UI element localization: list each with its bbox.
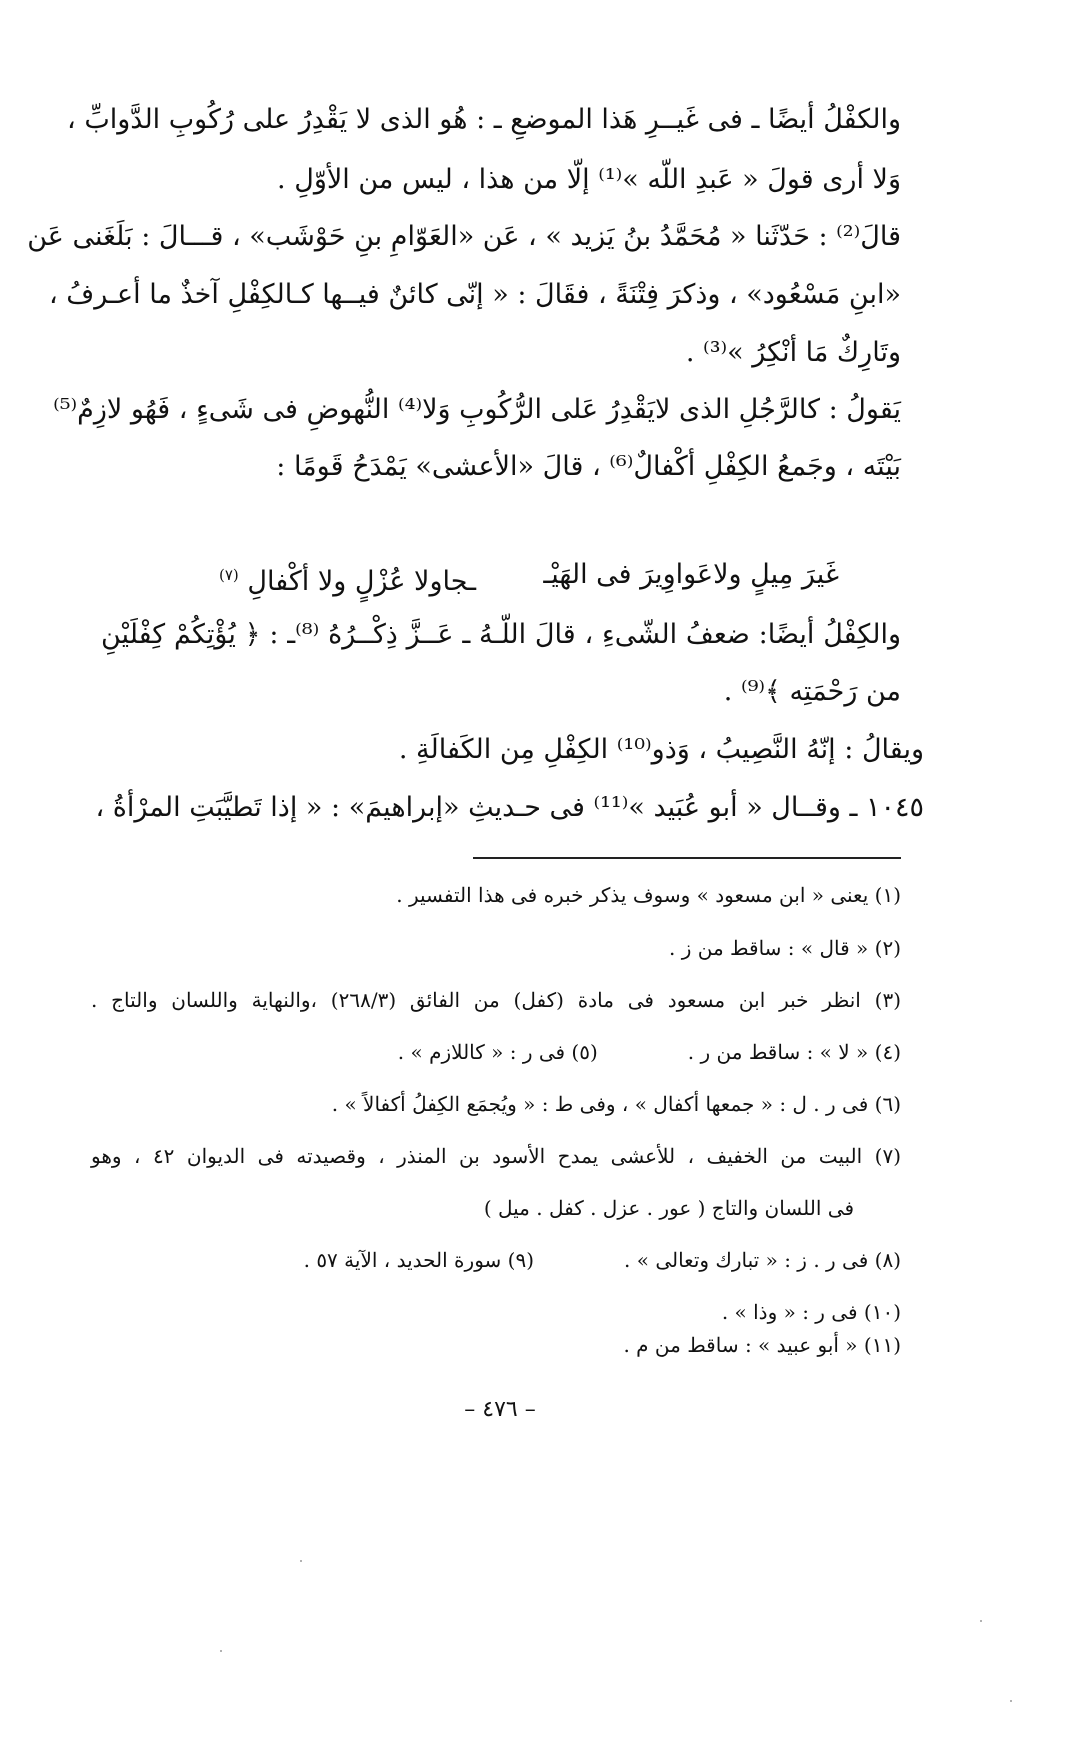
footnote-separator xyxy=(473,857,901,859)
text-line: والكِفْلُ أيضًا: ضعفُ الشّىءِ ، قالَ اللّـهُ ـ عَــزَّ ذِكْــرُهُ ⁽⁸⁾ـ : ﴿ يُؤْتِكُمْ كِفْلَيْنِ xyxy=(101,619,901,650)
scan-speck xyxy=(220,1650,222,1652)
footnote-4: (٤) « لا » : ساقط من ر . xyxy=(687,1040,901,1064)
footnote-10: (١٠) فى ر : « وذا » . xyxy=(721,1300,901,1324)
footnote-6: (٦) فى ر . ل : « جمعها أكفال » ، وفى ط : « ويُجمَع الكِفلُ أكفالاً » . xyxy=(331,1092,901,1116)
footnote-2: (٢) « قال » : ساقط من ز . xyxy=(669,936,901,960)
footnote-1: (١) يعنى « ابن مسعود » وسوف يذكر خبره فى هذا التفسير . xyxy=(396,883,901,907)
text-line: «ابنِ مَسْعُود» ، وذكرَ فِتْنَةً ، فقَالَ : « إنّى كائنٌ فيــها كـالكِفْلِ آخذٌ ما أعـرفُ ، xyxy=(48,279,901,310)
text-line: من رَحْمَتِه ﴾⁽⁹⁾ . xyxy=(723,676,901,707)
scan-speck xyxy=(300,1560,302,1562)
text-line: والكفْلُ أيضًا ـ فى غَيــرِ هَذا الموضعِ ـ : هُو الذى لا يَقْدِرُ على رُكُوبِ الدَّوابِّ ، xyxy=(67,104,901,135)
footnote-8: (٨) فى ر . ز : « تبارك وتعالى » . xyxy=(624,1248,901,1272)
text-line: ويقالُ : إنّهُ النَّصِيبُ ، وَذو⁽¹⁰⁾ الكِفْلِ مِن الكَفالَةِ . xyxy=(398,734,924,765)
footnote-7: (٧) البيت من الخفيف ، للأعشى يمدح الأسود بن المنذر ، وقصيدته فى الديوان ٤٢ ، وهو xyxy=(91,1144,902,1168)
page-number: – ٤٧٦ – xyxy=(464,1397,536,1422)
text-line: وتَارِكٌ مَا أنْكِرُ »⁽³⁾ . xyxy=(685,337,901,368)
poetry-verse xyxy=(219,555,839,602)
entry-line: ١٠٤٥ ـ وقــال « أبو عُبَيد »⁽¹¹⁾ فى حـديثِ «إبراهيمَ» : « إذا تَطيَّبَتِ المرْأةُ ، xyxy=(95,792,924,823)
text-line: بَيْتَه ، وجَمعُ الكِفْلِ أكْفالٌ⁽⁶⁾ ، قالَ «الأعشى» يَمْدَحُ قَومًا : xyxy=(276,451,901,482)
text-line: يَقولُ : كالرَّجُلِ الذى لايَقْدِرُ عَلى الرُّكُوبِ وَلا⁽⁴⁾ النُّهوضِ فى شَىءٍ ، فَهُو لازِمٌ⁽⁵⁾ xyxy=(53,394,901,425)
text-line: وَلا أرى قولَ « عَبدِ اللّه »⁽¹⁾ إلّا من هذا ، ليس من الأوّلِ . xyxy=(277,164,901,195)
verse-first-hemistich: غَيرَ مِيلٍ ولاعَواوِيرَ فى الهَيْـ xyxy=(543,559,839,590)
footnote-9: (٩) سورة الحديد ، الآية ٥٧ . xyxy=(303,1248,535,1272)
footnote-11: (١١) « أبو عبيد » : ساقط من م . xyxy=(623,1333,901,1357)
footnotes-4-5 xyxy=(398,1037,901,1067)
scan-speck xyxy=(1010,1700,1012,1702)
footnote-3: (٣) انظر خبر ابن مسعود فى مادة (كفل) من الفائق (٢٦٨/٣) ،والنهاية واللسان والتاج . xyxy=(91,988,902,1012)
text-line: قالَ⁽²⁾ : حَدّثَنا « مُحَمَّدُ بنُ يَزيد » ، عَن «العَوّامِ بنِ حَوْشَب» ، قـــالَ : بَلَغَنى عَن xyxy=(27,221,901,252)
verse-number: (٧) xyxy=(219,566,239,584)
scan-speck xyxy=(980,1620,982,1622)
footnote-5: (٥) فى ر : « كاللازم » . xyxy=(397,1040,598,1064)
verse-second-hemistich-text: ـجاولا عُزْلٍ ولا أكْفالِ xyxy=(247,566,477,597)
footnotes-8-9 xyxy=(304,1245,901,1275)
verse-second-hemistich xyxy=(219,555,476,602)
footnote-7-continued: فى اللسان والتاج ( عور . عزل . كفل . ميل ) xyxy=(483,1196,854,1220)
